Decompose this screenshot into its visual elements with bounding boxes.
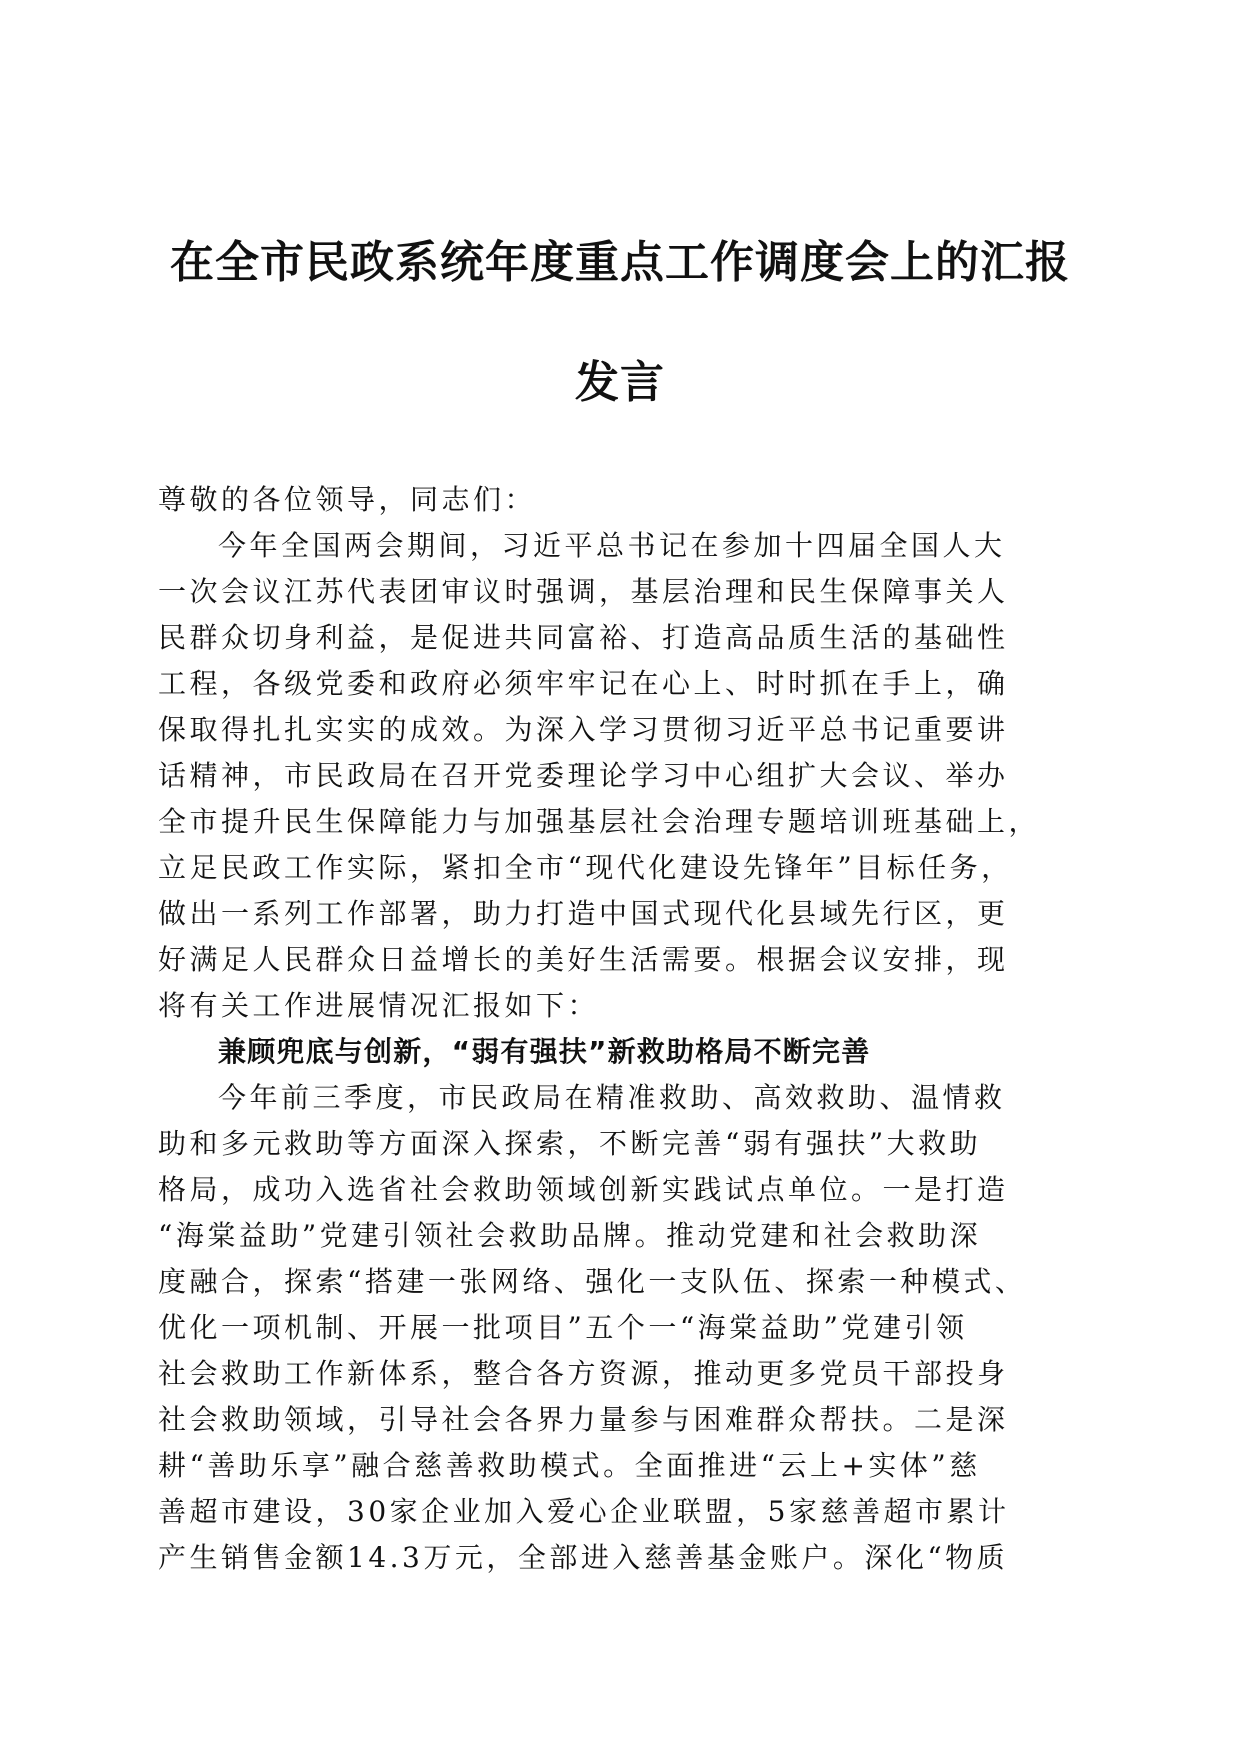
paragraph1-line: 立足民政工作实际，紧扣全市“现代化建设先锋年”目标任务， [158, 851, 1013, 884]
paragraph1-line: 将有关工作进展情况汇报如下： [158, 989, 600, 1022]
paragraph2-line: “海棠益助”党建引领社会救助品牌。推动党建和社会救助深 [158, 1219, 982, 1252]
paragraph2-line: 产生销售金额14.3万元，全部进入慈善基金账户。深化“物质 [158, 1541, 1009, 1574]
paragraph2-line: 耕“善助乐享”融合慈善救助模式。全面推进“云上+实体”慈 [158, 1449, 981, 1482]
paragraph2-line: 社会救助领域，引导社会各界力量参与困难群众帮扶。二是深 [158, 1403, 1009, 1436]
paragraph2-line: 今年前三季度，市民政局在精准救助、高效救助、温情救 [218, 1081, 1006, 1114]
paragraph2-line: 助和多元救助等方面深入探索，不断完善“弱有强扶”大救助 [158, 1127, 982, 1160]
paragraph1-line: 今年全国两会期间，习近平总书记在参加十四届全国人大 [218, 529, 1006, 562]
paragraph1-line: 做出一系列工作部署，助力打造中国式现代化县域先行区，更 [158, 897, 1009, 930]
paragraph2-line: 格局，成功入选省社会救助领域创新实践试点单位。一是打造 [158, 1173, 1009, 1206]
paragraph1-line: 全市提升民生保障能力与加强基层社会治理专题培训班基础上， [158, 805, 1041, 838]
salutation: 尊敬的各位领导，同志们： [158, 483, 537, 516]
document-title-line-1: 在全市民政系统年度重点工作调度会上的汇报 [170, 237, 1070, 288]
paragraph2-line: 社会救助工作新体系，整合各方资源，推动更多党员干部投身 [158, 1357, 1009, 1390]
paragraph1-line: 工程，各级党委和政府必须牢牢记在心上、时时抓在手上，确 [158, 667, 1009, 700]
section-heading: 兼顾兜底与创新，“弱有强扶”新救助格局不断完善 [218, 1035, 871, 1068]
document-title-line-2: 发言 [575, 357, 665, 408]
paragraph1-line: 保取得扎扎实实的成效。为深入学习贯彻习近平总书记重要讲 [158, 713, 1009, 746]
paragraph1-line: 民群众切身利益，是促进共同富裕、打造高品质生活的基础性 [158, 621, 1009, 654]
paragraph1-line: 好满足人民群众日益增长的美好生活需要。根据会议安排，现 [158, 943, 1009, 976]
paragraph2-line: 善超市建设，30家企业加入爱心企业联盟，5家慈善超市累计 [158, 1495, 1010, 1528]
paragraph2-line: 度融合，探索“搭建一张网络、强化一支队伍、探索一种模式、 [158, 1265, 1027, 1298]
paragraph2-line: 优化一项机制、开展一批项目”五个一“海棠益助”党建引领 [158, 1311, 968, 1344]
paragraph1-line: 一次会议江苏代表团审议时强调，基层治理和民生保障事关人 [158, 575, 1009, 608]
paragraph1-line: 话精神，市民政局在召开党委理论学习中心组扩大会议、举办 [158, 759, 1009, 792]
